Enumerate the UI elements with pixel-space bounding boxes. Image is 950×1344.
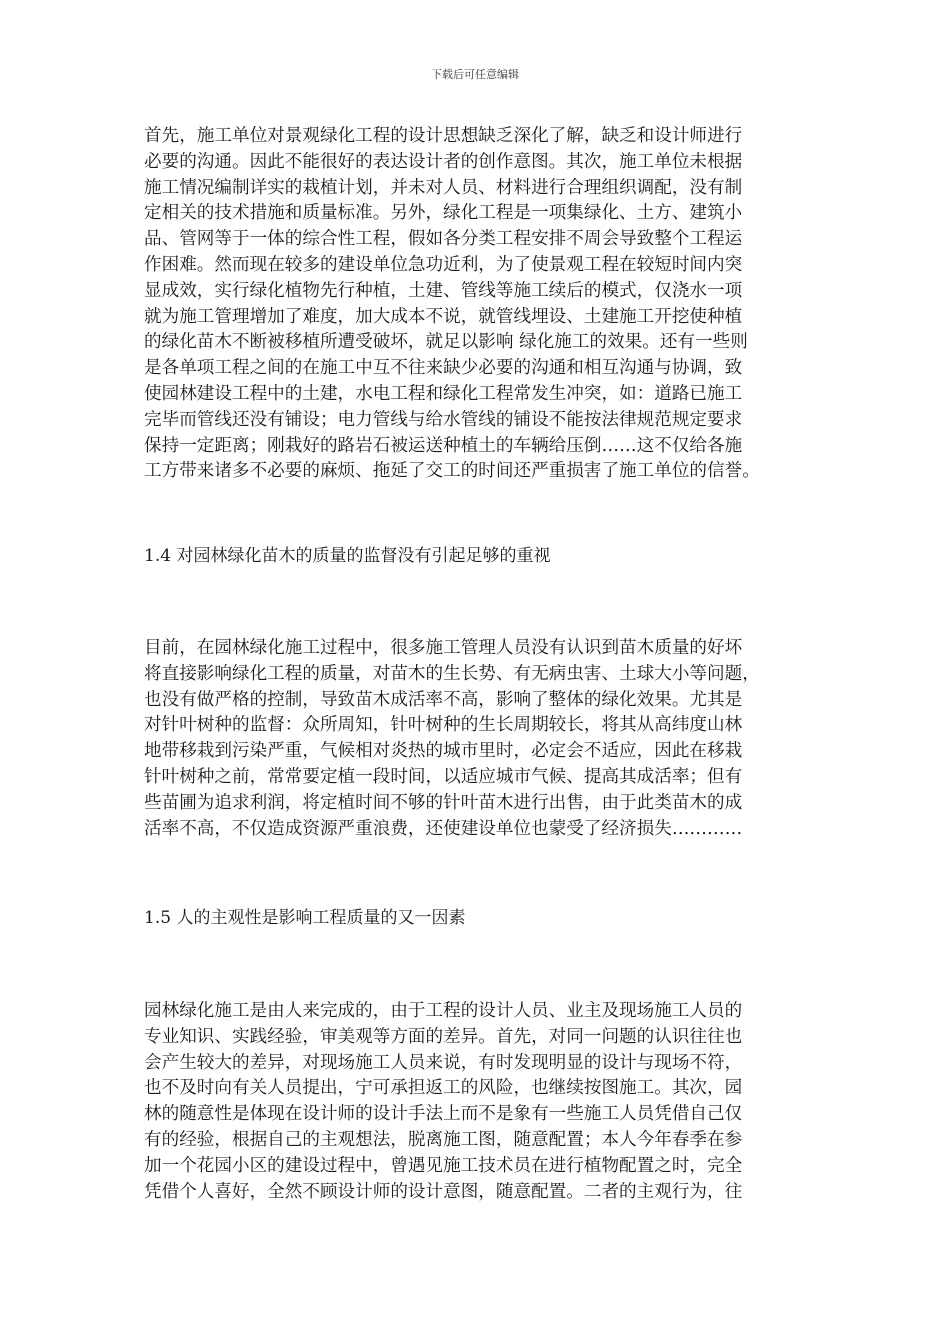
paragraph-line: 工方带来诸多不必要的麻烦、拖延了交工的时间还严重损害了施工单位的信誉。 — [144, 461, 760, 482]
paragraph-line: 显成效，实行绿化植物先行种植，土建、管线等施工续后的模式，仅浇水一项 — [144, 280, 743, 301]
paragraph-line: 就为施工管理增加了难度，加大成本不说，就管线埋设、土建施工开挖使种植 — [144, 306, 743, 327]
paragraph-line: 会产生较大的差异，对现场施工人员来说，有时发现明显的设计与现场不符， — [144, 1052, 743, 1073]
paragraph-line: 作困难。然而现在较多的建设单位急功近利，为了使景观工程在较短时间内突 — [144, 254, 743, 275]
paragraph-line: 将直接影响绿化工程的质量，对苗木的生长势、有无病虫害、土球大小等问题， — [144, 663, 760, 684]
paragraph-line: 的绿化苗木不断被移植所遭受破坏，就足以影响 绿化施工的效果。还有一些则 — [144, 332, 748, 353]
paragraph-line: 定相关的技术措施和质量标准。另外，绿化工程是一项集绿化、土方、建筑小 — [144, 203, 743, 224]
paragraph-line: 针叶树种之前，常常要定植一段时间，以适应城市气候、提高其成活率；但有 — [144, 766, 743, 787]
paragraph-line: 品、管网等于一体的综合性工程，假如各分类工程安排不周会导致整个工程运 — [144, 229, 743, 250]
section-heading-1-4: 1.4 对园林绿化苗木的质量的监督没有引起足够的重视 — [144, 546, 551, 566]
paragraph-line: 加一个花园小区的建设过程中，曾遇见施工技术员在进行植物配置之时，完全 — [144, 1155, 743, 1176]
paragraph-construction-issues — [144, 124, 824, 485]
paragraph-seedling-quality — [144, 636, 824, 842]
header-note: 下载后可任意编辑 — [431, 68, 519, 81]
paragraph-line: 活率不高，不仅造成资源严重浪费，还使建设单位也蒙受了经济损失………… — [144, 818, 743, 839]
paragraph-line: 施工情况编制详实的栽植计划，并未对人员、材料进行合理组织调配，没有制 — [144, 177, 743, 198]
paragraph-line: 也没有做严格的控制，导致苗木成活率不高，影响了整体的绿化效果。尤其是 — [144, 689, 743, 710]
paragraph-line: 凭借个人喜好，全然不顾设计师的设计意图，随意配置。二者的主观行为，往 — [144, 1181, 743, 1202]
paragraph-line: 是各单项工程之间的在施工中互不往来缺少必要的沟通和相互沟通与协调，致 — [144, 358, 743, 379]
paragraph-line: 使园林建设工程中的土建，水电工程和绿化工程常发生冲突，如：道路已施工 — [144, 383, 743, 404]
paragraph-line: 对针叶树种的监督：众所周知，针叶树种的生长周期较长，将其从高纬度山林 — [144, 715, 743, 736]
paragraph-line: 林的随意性是体现在设计师的设计手法上而不是象有一些施工人员凭借自己仅 — [144, 1104, 743, 1125]
paragraph-line: 必要的沟通。因此不能很好的表达设计者的创作意图。其次，施工单位未根据 — [144, 151, 743, 172]
paragraph-line: 也不及时向有关人员提出，宁可承担返工的风险，也继续按图施工。其次，园 — [144, 1078, 743, 1099]
paragraph-line: 有的经验，根据自己的主观想法，脱离施工图，随意配置；本人今年春季在参 — [144, 1129, 743, 1150]
paragraph-line: 目前，在园林绿化施工过程中，很多施工管理人员没有认识到苗木质量的好坏 — [144, 638, 743, 658]
paragraph-line: 首先，施工单位对景观绿化工程的设计思想缺乏深化了解，缺乏和设计师进行 — [144, 126, 743, 146]
paragraph-line: 完毕而管线还没有铺设；电力管线与给水管线的铺设不能按法律规范规定要求 — [144, 409, 743, 430]
paragraph-line: 地带移栽到污染严重，气候相对炎热的城市里时，必定会不适应，因此在移栽 — [144, 741, 743, 762]
paragraph-line: 些苗圃为追求利润，将定植时间不够的针叶苗木进行出售，由于此类苗木的成 — [144, 792, 743, 813]
paragraph-line: 园林绿化施工是由人来完成的，由于工程的设计人员、业主及现场施工人员的 — [144, 1001, 743, 1021]
paragraph-line: 专业知识、实践经验，审美观等方面的差异。首先，对同一问题的认识往往也 — [144, 1026, 743, 1047]
paragraph-human-subjectivity — [144, 999, 824, 1205]
paragraph-line: 保持一定距离；刚栽好的路岩石被运送种植土的车辆给压倒……这不仅给各施 — [144, 435, 743, 456]
section-heading-1-5: 1.5 人的主观性是影响工程质量的又一因素 — [144, 908, 466, 928]
